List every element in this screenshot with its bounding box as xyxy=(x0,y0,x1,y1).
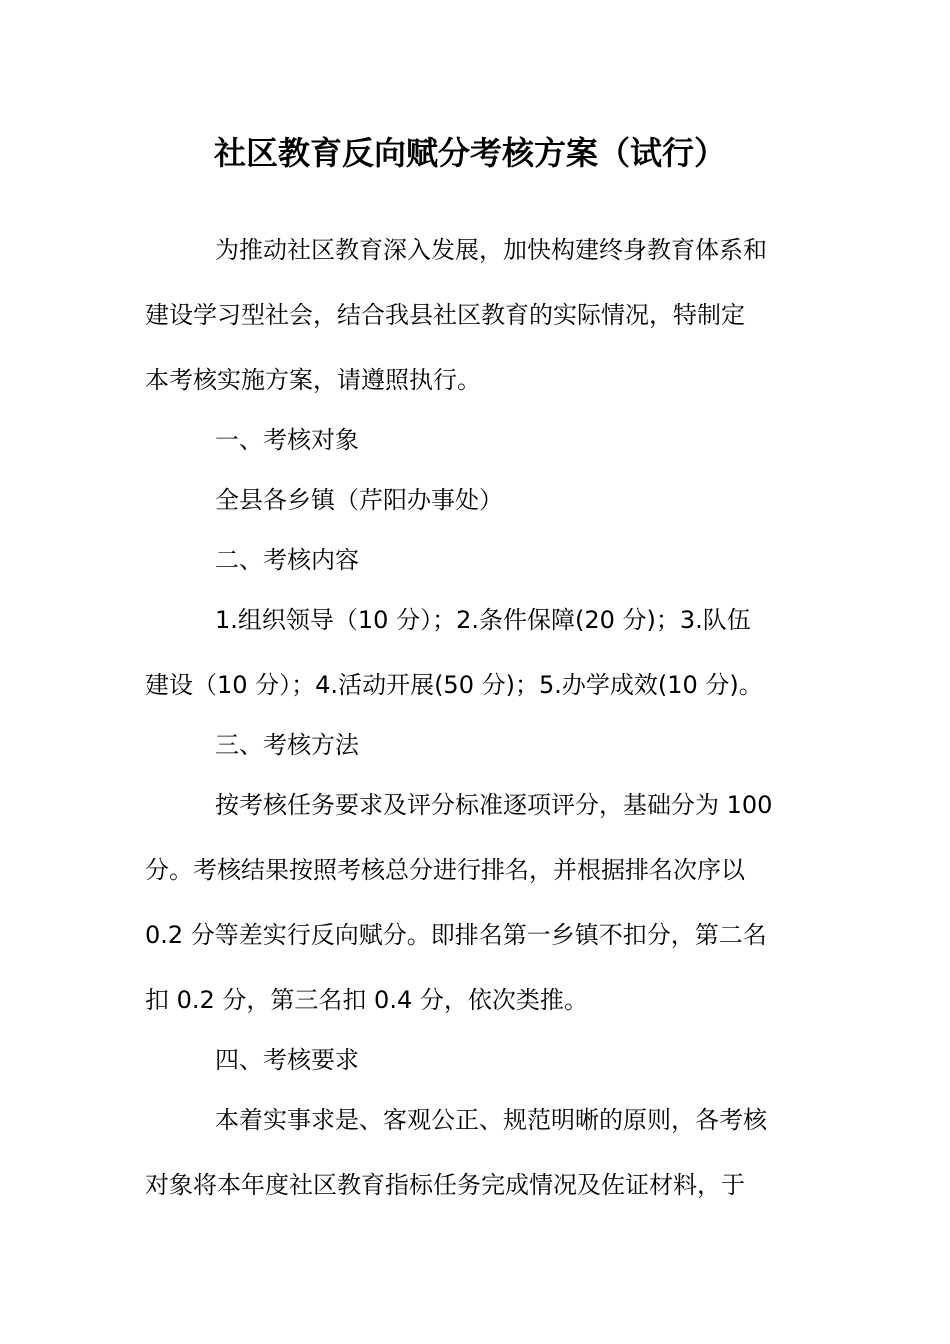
section-heading: 三、考核方法 xyxy=(215,731,359,759)
paragraph-line: 对象将本年度社区教育指标任务完成情况及佐证材料，于 xyxy=(145,1171,745,1199)
document-title: 社区教育反向赋分考核方案（试行） xyxy=(213,134,726,172)
paragraph-line: 分。考核结果按照考核总分进行排名，并根据排名次序以 xyxy=(145,856,745,884)
section-heading: 四、考核要求 xyxy=(215,1046,359,1074)
paragraph-line: 0.2 分等差实行反向赋分。即排名第一乡镇不扣分，第二名 xyxy=(145,921,767,949)
paragraph-line: 建设（10 分）；4.活动开展(50 分)；5.办学成效(10 分)。 xyxy=(145,671,763,699)
paragraph-line: 为推动社区教育深入发展，加快构建终身教育体系和 xyxy=(215,236,767,264)
paragraph-line: 建设学习型社会，结合我县社区教育的实际情况，特制定 xyxy=(145,301,745,329)
section-heading: 一、考核对象 xyxy=(215,426,359,454)
paragraph-line: 本着实事求是、客观公正、规范明晰的原则，各考核 xyxy=(215,1106,767,1134)
paragraph-line: 本考核实施方案，请遵照执行。 xyxy=(145,366,481,394)
paragraph-line: 扣 0.2 分，第三名扣 0.4 分，依次类推。 xyxy=(145,986,588,1014)
paragraph-line: 全县各乡镇（芹阳办事处） xyxy=(215,486,503,514)
paragraph-line: 1.组织领导（10 分）；2.条件保障(20 分)；3.队伍 xyxy=(215,606,751,634)
section-heading: 二、考核内容 xyxy=(215,546,359,574)
paragraph-line: 按考核任务要求及评分标准逐项评分，基础分为 100 xyxy=(215,791,773,819)
